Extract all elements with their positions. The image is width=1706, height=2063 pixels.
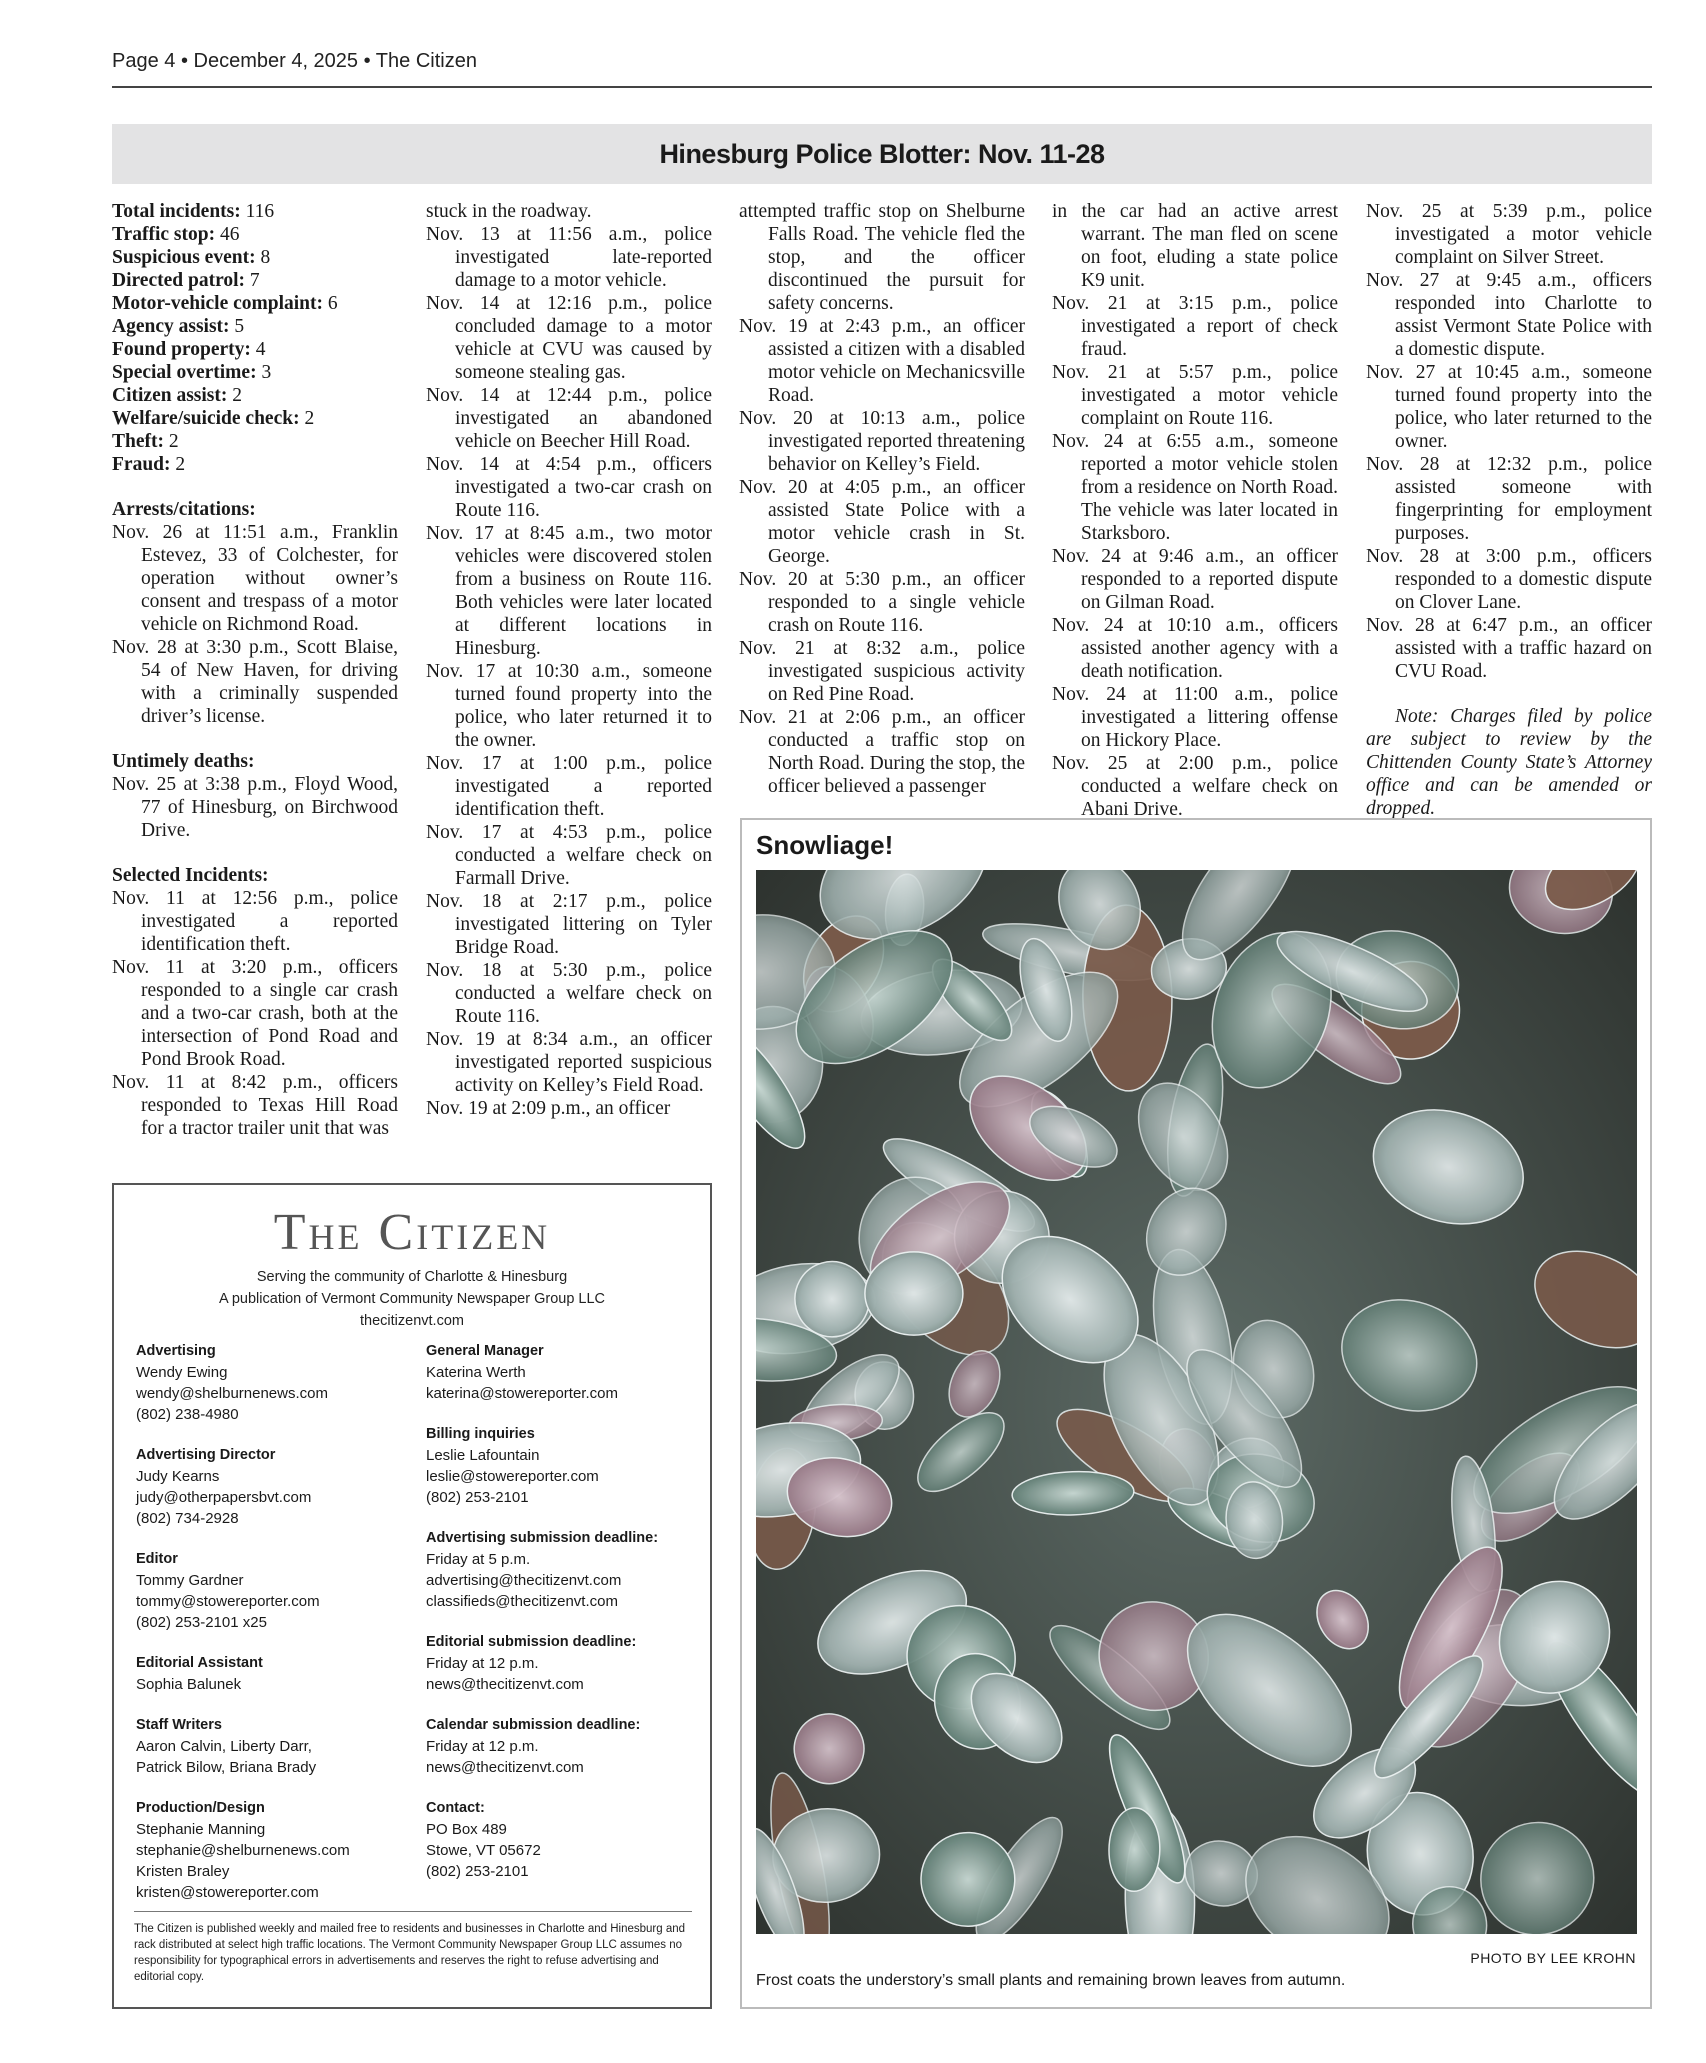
staff-role: Billing inquiries bbox=[426, 1426, 535, 1442]
blotter-entry: Nov. 27 at 10:45 a.m., someone turned found property into the police, who later returned to the owner. bbox=[1366, 362, 1652, 452]
stat-line bbox=[112, 200, 398, 223]
stat-label: Citizen assist: bbox=[112, 385, 228, 406]
staff-detail: Wendy Ewing bbox=[136, 1364, 228, 1381]
blotter-entry: Nov. 14 at 12:44 p.m., police investigated an abandoned vehicle on Beecher Hill Road. bbox=[426, 385, 712, 452]
staff-detail: Friday at 12 p.m. bbox=[426, 1655, 539, 1672]
blotter-column-1 bbox=[112, 200, 398, 1140]
stat-label: Found property: bbox=[112, 339, 251, 360]
arrests-heading: Arrests/citations: bbox=[112, 499, 256, 520]
blotter-entry: Nov. 25 at 2:00 p.m., police conducted a welfare check on Abani Drive. bbox=[1052, 753, 1338, 820]
selected-heading: Selected Incidents: bbox=[112, 865, 269, 886]
staff-block bbox=[426, 1528, 706, 1612]
blotter-entry: Nov. 21 at 3:15 p.m., police investigated a report of check fraud. bbox=[1052, 293, 1338, 360]
staff-detail: Katerina Werth bbox=[426, 1364, 526, 1381]
blotter-column-2 bbox=[426, 200, 712, 1120]
blotter-entry: Nov. 17 at 4:53 p.m., police conducted a welfare check on Farmall Drive. bbox=[426, 822, 712, 889]
staff-role: Advertising Director bbox=[136, 1447, 276, 1463]
staff-block bbox=[426, 1715, 706, 1778]
incident-list bbox=[1052, 200, 1338, 821]
staff-detail: (802) 253-2101 bbox=[426, 1863, 529, 1880]
blotter-column-3 bbox=[739, 200, 1025, 798]
staff-role: Advertising bbox=[136, 1343, 216, 1359]
staff-detail: kristen@stowereporter.com bbox=[136, 1884, 319, 1901]
staff-block bbox=[426, 1341, 706, 1404]
stat-value: 2 bbox=[170, 454, 186, 475]
blotter-entry: Nov. 18 at 2:17 p.m., police investigated littering on Tyler Bridge Road. bbox=[426, 891, 712, 958]
blotter-entry: Nov. 11 at 8:42 p.m., officers responded to Texas Hill Road for a tractor trailer unit that was bbox=[112, 1072, 398, 1139]
blotter-entry: Nov. 25 at 5:39 p.m., police investigated a motor vehicle complaint on Silver Street. bbox=[1366, 201, 1652, 268]
stat-line bbox=[112, 430, 398, 453]
stat-line bbox=[112, 292, 398, 315]
masthead-box bbox=[112, 1183, 712, 2009]
stat-value: 2 bbox=[164, 431, 179, 452]
staff-detail: advertising@thecitizenvt.com bbox=[426, 1572, 622, 1589]
blotter-entry: Nov. 28 at 3:00 p.m., officers responded to a domestic dispute on Clover Lane. bbox=[1366, 546, 1652, 613]
frost-leaves-photo bbox=[756, 870, 1637, 1934]
blotter-entry: Nov. 26 at 11:51 a.m., Franklin Estevez, 33 of Colchester, for operation without owner’s consent and trespass of a motor vehicle on Richmond Road. bbox=[112, 522, 398, 635]
staff-detail: (802) 253-2101 x25 bbox=[136, 1614, 267, 1631]
stat-line bbox=[112, 338, 398, 361]
blotter-entry: Nov. 14 at 4:54 p.m., officers investigated a two-car crash on Route 116. bbox=[426, 454, 712, 521]
staff-detail: Sophia Balunek bbox=[136, 1676, 242, 1693]
blotter-entry: Nov. 27 at 9:45 a.m., officers responded into Charlotte to assist Vermont State Police with a domestic dispute. bbox=[1366, 270, 1652, 360]
stat-label: Special overtime: bbox=[112, 362, 257, 383]
photo-caption: Frost coats the understory’s small plants and remaining brown leaves from autumn. bbox=[756, 1972, 1346, 1989]
arrests-list bbox=[112, 521, 398, 728]
staff-role: Editorial submission deadline: bbox=[426, 1634, 637, 1650]
staff-detail: Friday at 12 p.m. bbox=[426, 1738, 539, 1755]
blotter-entry: Nov. 24 at 11:00 a.m., police investigated a littering offense on Hickory Place. bbox=[1052, 684, 1338, 751]
stat-label: Total incidents: bbox=[112, 201, 241, 222]
staff-detail: PO Box 489 bbox=[426, 1821, 507, 1838]
blotter-column-4 bbox=[1052, 200, 1338, 821]
frost-leaf bbox=[1108, 1807, 1160, 1891]
stat-line bbox=[112, 315, 398, 338]
stat-value: 7 bbox=[245, 270, 260, 291]
stat-line bbox=[112, 246, 398, 269]
blotter-entry: stuck in the roadway. bbox=[426, 201, 592, 222]
blotter-column-5 bbox=[1366, 200, 1652, 820]
staff-block bbox=[426, 1632, 706, 1695]
blotter-entry: Nov. 21 at 2:06 p.m., an officer conducted a traffic stop on North Road. During the stop, the officer believed a passenger bbox=[739, 707, 1025, 797]
masthead-website: thecitizenvt.com bbox=[360, 1313, 464, 1329]
staff-detail: judy@otherpapersbvt.com bbox=[136, 1489, 312, 1506]
staff-role: Staff Writers bbox=[136, 1717, 222, 1733]
staff-detail: news@thecitizenvt.com bbox=[426, 1759, 584, 1776]
staff-detail: tommy@stowereporter.com bbox=[136, 1593, 320, 1610]
blotter-entry: Nov. 20 at 5:30 p.m., an officer responded to a single vehicle crash on Route 116. bbox=[739, 569, 1025, 636]
deaths-heading: Untimely deaths: bbox=[112, 751, 255, 772]
staff-block bbox=[136, 1653, 416, 1695]
photo-title: Snowliage! bbox=[756, 830, 894, 860]
blotter-entry: Nov. 28 at 6:47 p.m., an officer assisted with a traffic hazard on CVU Road. bbox=[1366, 615, 1652, 682]
staff-block bbox=[136, 1549, 416, 1633]
staff-detail: (802) 238-4980 bbox=[136, 1406, 239, 1423]
masthead-publisher: A publication of Vermont Community Newspaper Group LLC bbox=[218, 1291, 606, 1307]
staff-role: Editorial Assistant bbox=[136, 1655, 263, 1671]
masthead-column-right bbox=[426, 1341, 706, 1902]
stat-value: 116 bbox=[240, 201, 275, 222]
staff-role: Advertising submission deadline: bbox=[426, 1530, 659, 1546]
blotter-entry: Nov. 24 at 10:10 a.m., officers assisted another agency with a death notification. bbox=[1052, 615, 1338, 682]
stat-value: 8 bbox=[255, 247, 271, 268]
blotter-entry: Nov. 17 at 10:30 a.m., someone turned found property into the police, who later returned it to the owner. bbox=[426, 661, 712, 751]
staff-detail: Stowe, VT 05672 bbox=[426, 1842, 541, 1859]
stat-value: 2 bbox=[227, 385, 242, 406]
staff-block bbox=[136, 1715, 416, 1778]
blotter-entry: Nov. 21 at 5:57 p.m., police investigated a motor vehicle complaint on Route 116. bbox=[1052, 362, 1338, 429]
stat-value: 4 bbox=[250, 339, 266, 360]
staff-detail: classifieds@thecitizenvt.com bbox=[426, 1593, 618, 1610]
staff-detail: Leslie Lafountain bbox=[426, 1447, 540, 1464]
incident-list bbox=[426, 200, 712, 1120]
staff-role: Calendar submission deadline: bbox=[426, 1717, 641, 1733]
blotter-entry: Nov. 19 at 8:34 a.m., an officer investigated reported suspicious activity on Kelley’s Field Road. bbox=[426, 1029, 712, 1096]
blotter-entry: Nov. 24 at 9:46 a.m., an officer responded to a reported dispute on Gilman Road. bbox=[1052, 546, 1338, 613]
blotter-title: Hinesburg Police Blotter: Nov. 11-28 bbox=[659, 138, 1105, 169]
page-folio: Page 4 • December 4, 2025 • The Citizen bbox=[112, 50, 477, 72]
incident-list bbox=[739, 200, 1025, 798]
stat-label: Directed patrol: bbox=[112, 270, 246, 291]
blotter-entry: Nov. 11 at 12:56 p.m., police investigated a reported identification theft. bbox=[112, 888, 398, 955]
stat-value: 6 bbox=[323, 293, 338, 314]
blotter-banner bbox=[112, 124, 1652, 184]
blotter-entry: Nov. 24 at 6:55 a.m., someone reported a motor vehicle stolen from a residence on North Road. The vehicle was later located in Starksboro. bbox=[1052, 431, 1338, 544]
photo-feature bbox=[740, 818, 1652, 2009]
stat-line bbox=[112, 407, 398, 430]
stat-label: Welfare/suicide check: bbox=[112, 408, 300, 429]
staff-block bbox=[426, 1424, 706, 1508]
masthead-disclaimer: The Citizen is published weekly and mailed free to residents and businesses in Charlotte and Hinesburg and rack distributed at select high traffic locations. The Vermont Community Newspaper Group LLC assumes no responsibility for typographical errors in advertisements and reserves the right to refuse advertising and editorial copy. bbox=[134, 1923, 686, 1983]
masthead-divider bbox=[134, 1911, 692, 1912]
blotter-entry: Nov. 19 at 2:43 p.m., an officer assisted a citizen with a disabled motor vehicle on Mechanicsville Road. bbox=[739, 316, 1025, 406]
incident-list bbox=[1366, 200, 1652, 683]
staff-block bbox=[426, 1798, 706, 1882]
staff-detail: leslie@stowereporter.com bbox=[426, 1468, 599, 1485]
blotter-entry: Nov. 18 at 5:30 p.m., police conducted a welfare check on Route 116. bbox=[426, 960, 712, 1027]
staff-detail: wendy@shelburnenews.com bbox=[136, 1385, 328, 1402]
photo-credit: PHOTO BY LEE KROHN bbox=[1470, 1950, 1636, 1966]
stat-line bbox=[112, 361, 398, 384]
blotter-entry: Nov. 28 at 12:32 p.m., police assisted someone with fingerprinting for employment purposes. bbox=[1366, 454, 1652, 544]
staff-detail: Stephanie Manning bbox=[136, 1821, 266, 1838]
staff-detail: stephanie@shelburnenews.com bbox=[136, 1842, 350, 1859]
staff-block bbox=[136, 1341, 416, 1425]
staff-detail: Patrick Bilow, Briana Brady bbox=[136, 1759, 317, 1776]
masthead-info bbox=[114, 1266, 710, 1332]
stat-line bbox=[112, 384, 398, 407]
stat-label: Suspicious event: bbox=[112, 247, 256, 268]
stat-label: Motor-vehicle complaint: bbox=[112, 293, 324, 314]
staff-detail: Kristen Braley bbox=[136, 1863, 230, 1880]
stat-label: Theft: bbox=[112, 431, 164, 452]
blotter-entry: Nov. 25 at 3:38 p.m., Floyd Wood, 77 of Hinesburg, on Birchwood Drive. bbox=[112, 774, 398, 841]
blotter-entry: Nov. 14 at 12:16 p.m., police concluded damage to a motor vehicle at CVU was caused by someone stealing gas. bbox=[426, 293, 712, 383]
staff-block bbox=[136, 1798, 416, 1903]
staff-role: Contact: bbox=[426, 1800, 485, 1816]
blotter-entry: Nov. 20 at 4:05 p.m., an officer assisted State Police with a motor vehicle crash in St. George. bbox=[739, 477, 1025, 567]
blotter-entry: in the car had an active arrest warrant. The man fled on scene on foot, eluding a state police K9 unit. bbox=[1052, 201, 1338, 291]
staff-detail: Friday at 5 p.m. bbox=[426, 1551, 531, 1568]
blotter-entry: Nov. 28 at 3:30 p.m., Scott Blaise, 54 of New Haven, for driving with a criminally suspended driver’s license. bbox=[112, 637, 398, 727]
staff-role: Editor bbox=[136, 1551, 178, 1567]
stat-line bbox=[112, 269, 398, 292]
stat-line bbox=[112, 223, 398, 246]
frost-leaf bbox=[865, 1252, 963, 1335]
stat-line bbox=[112, 453, 398, 476]
staff-role: General Manager bbox=[426, 1343, 544, 1359]
blotter-entry: attempted traffic stop on Shelburne Falls Road. The vehicle fled the stop, and the officer discontinued the pursuit for safety concerns. bbox=[739, 201, 1025, 314]
masthead-title: The Citizen bbox=[273, 1204, 551, 1261]
stat-value: 46 bbox=[215, 224, 240, 245]
blotter-entry: Nov. 20 at 10:13 a.m., police investigated reported threatening behavior on Kelley’s Field. bbox=[739, 408, 1025, 475]
blotter-entry: Nov. 19 at 2:09 p.m., an officer bbox=[426, 1098, 671, 1119]
incident-list bbox=[112, 887, 398, 1140]
staff-detail: katerina@stowereporter.com bbox=[426, 1385, 618, 1402]
masthead-tagline: Serving the community of Charlotte & Hinesburg bbox=[256, 1269, 568, 1285]
charges-note: Note: Charges filed by police are subject to review by the Chittenden County State’s Attorney office and can be amended or dropped. bbox=[1366, 706, 1652, 819]
staff-detail: Aaron Calvin, Liberty Darr, bbox=[136, 1738, 312, 1755]
folio-rule bbox=[112, 86, 1652, 88]
blotter-entry: Nov. 11 at 3:20 p.m., officers responded to a single car crash and a two-car crash, both at the intersection of Pond Road and Pond Brook Road. bbox=[112, 957, 398, 1070]
staff-detail: (802) 253-2101 bbox=[426, 1489, 529, 1506]
blotter-entry: Nov. 21 at 8:32 a.m., police investigated suspicious activity on Red Pine Road. bbox=[739, 638, 1025, 705]
staff-detail: Judy Kearns bbox=[136, 1468, 220, 1485]
stat-value: 5 bbox=[229, 316, 245, 337]
stat-value: 2 bbox=[299, 408, 315, 429]
stats-list bbox=[112, 200, 398, 476]
blotter-entry: Nov. 13 at 11:56 a.m., police investigated late-reported damage to a motor vehicle. bbox=[426, 224, 712, 291]
staff-detail: Tommy Gardner bbox=[136, 1572, 244, 1589]
deaths-list bbox=[112, 773, 398, 842]
staff-detail: news@thecitizenvt.com bbox=[426, 1676, 584, 1693]
stat-label: Traffic stop: bbox=[112, 224, 216, 245]
stat-value: 3 bbox=[256, 362, 272, 383]
stat-label: Agency assist: bbox=[112, 316, 230, 337]
blotter-entry: Nov. 17 at 1:00 p.m., police investigated a reported identification theft. bbox=[426, 753, 712, 820]
masthead-column-left bbox=[136, 1341, 416, 1923]
stat-label: Fraud: bbox=[112, 454, 171, 475]
blotter-entry: Nov. 17 at 8:45 a.m., two motor vehicles were discovered stolen from a business on Route 116. Both vehicles were later located at different locations in Hinesburg. bbox=[426, 523, 712, 659]
staff-block bbox=[136, 1445, 416, 1529]
staff-role: Production/Design bbox=[136, 1800, 265, 1816]
staff-detail: (802) 734-2928 bbox=[136, 1510, 239, 1527]
